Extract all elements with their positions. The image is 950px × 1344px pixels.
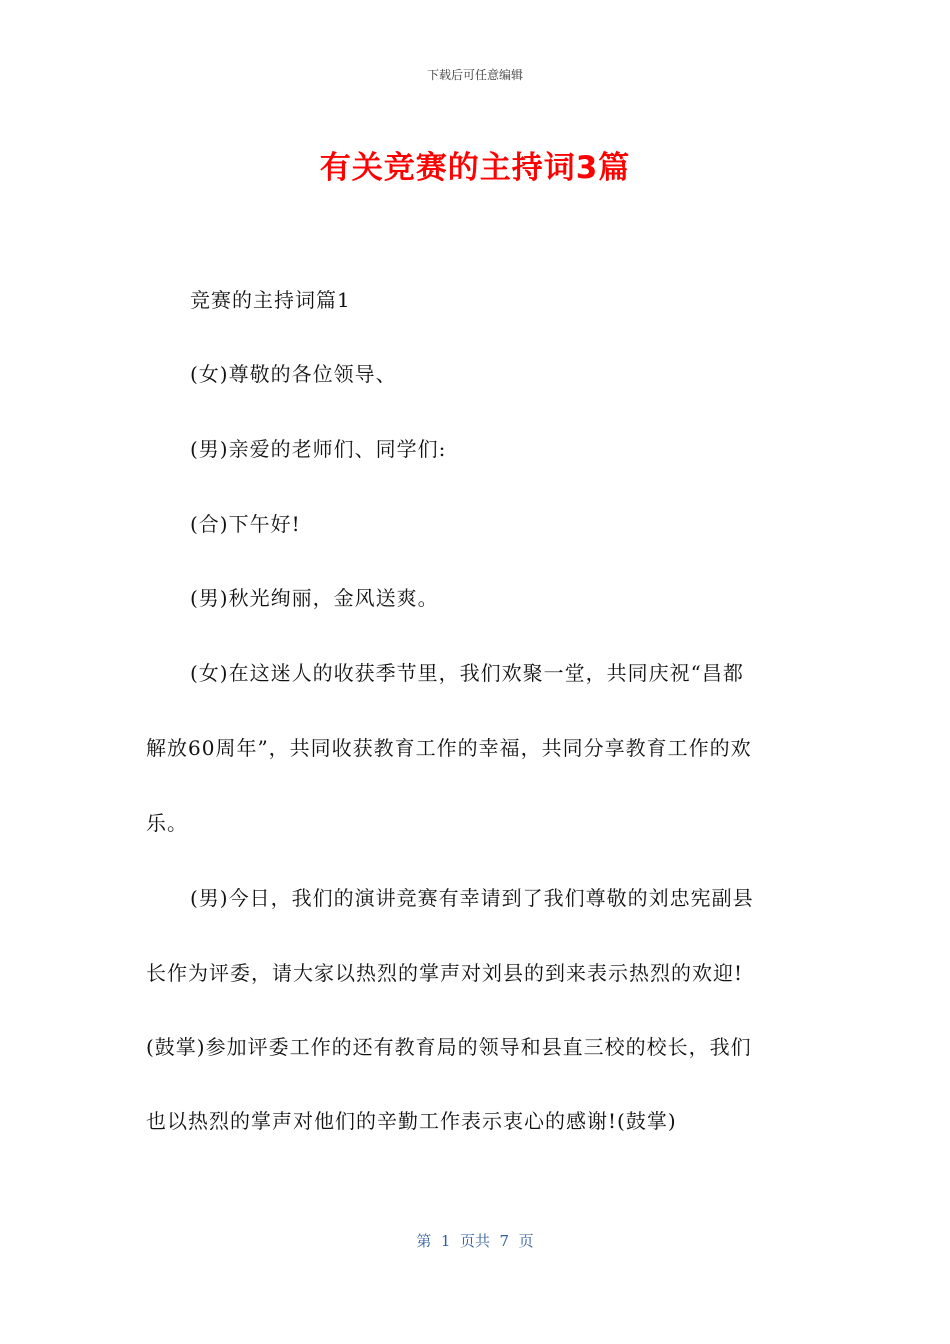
paragraph-line: 也以热烈的掌声对他们的辛勤工作表示衷心的感谢!(鼓掌) xyxy=(146,1109,677,1133)
paragraph-line: (男)今日，我们的演讲竞赛有幸请到了我们尊敬的刘忠宪副县 xyxy=(190,886,754,910)
paragraph-line: 乐。 xyxy=(146,811,188,835)
paragraph-line: (男)亲爱的老师们、同学们: xyxy=(190,437,447,461)
paragraph-line: 解放60周年”，共同收获教育工作的幸福，共同分享教育工作的欢 xyxy=(146,736,752,760)
paragraph-line: (鼓掌)参加评委工作的还有教育局的领导和县直三校的校长，我们 xyxy=(146,1035,752,1059)
paragraph-line: 长作为评委，请大家以热烈的掌声对刘县的到来表示热烈的欢迎! xyxy=(146,961,744,985)
document-title: 有关竞赛的主持词3篇 xyxy=(319,150,631,186)
header-note: 下载后可任意编辑 xyxy=(426,68,523,82)
page-number: 第 1 页共 7 页 xyxy=(416,1232,534,1250)
section-heading: 竞赛的主持词篇1 xyxy=(190,288,351,312)
paragraph-line: (男)秋光绚丽，金风送爽。 xyxy=(190,586,439,610)
paragraph-line: (女)在这迷人的收获季节里，我们欢聚一堂，共同庆祝“昌都 xyxy=(190,661,744,685)
paragraph-line: (女)尊敬的各位领导、 xyxy=(190,362,397,386)
paragraph-line: (合)下午好! xyxy=(190,512,301,536)
